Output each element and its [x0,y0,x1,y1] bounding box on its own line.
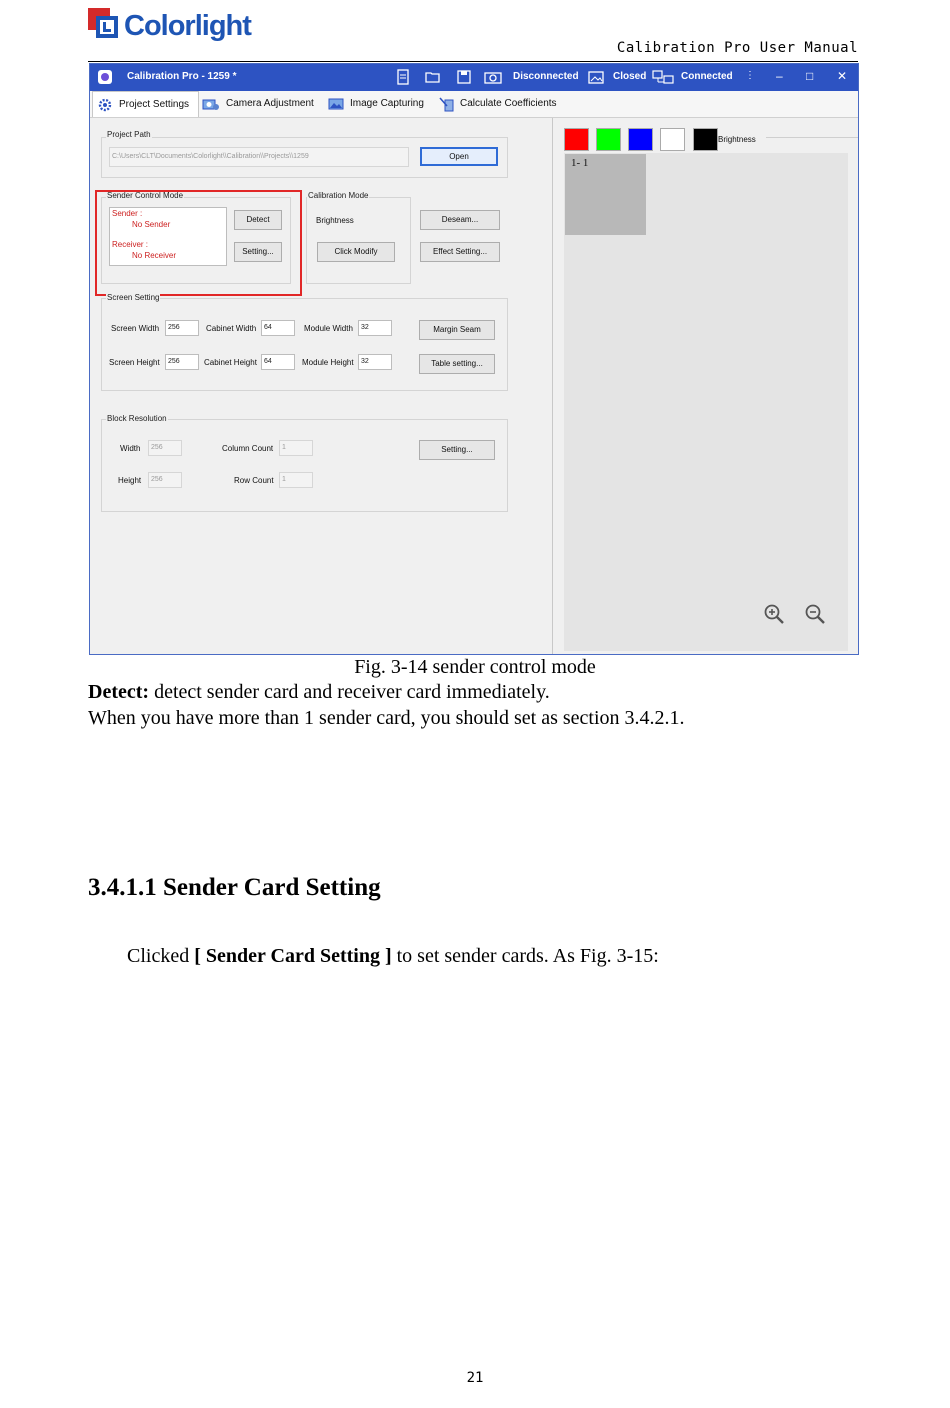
cabinet-width-input[interactable]: 64 [261,320,295,336]
column-count-label: Column Count [222,444,274,453]
figure-caption: Fig. 3-14 sender control mode [354,656,596,678]
click-modify-button[interactable]: Click Modify [317,242,395,262]
logo-text: Colorlight [124,10,251,42]
block-height-input[interactable]: 256 [148,472,182,488]
sender-label: Sender : [112,209,143,218]
minimize-icon[interactable]: – [776,69,783,83]
highlight-box [95,190,302,296]
document-icon[interactable] [395,69,411,85]
tab-bar [90,91,858,118]
module-width-label: Module Width [304,324,353,333]
camera-settings-icon [202,97,216,111]
zoom-in-icon[interactable] [763,603,785,630]
app-icon [97,69,113,85]
save-icon[interactable] [456,69,472,85]
sender-value: No Sender [132,220,171,229]
module-height-label: Module Height [302,358,354,367]
detect-paragraph [88,681,550,704]
module-height-input[interactable]: 32 [358,354,392,370]
zoom-out-icon[interactable] [804,603,826,630]
black-swatch[interactable] [693,128,718,151]
effect-setting-button[interactable]: Effect Setting... [420,242,500,262]
camera-status: Disconnected [513,71,579,82]
deseam-button[interactable]: Deseam... [420,210,500,230]
column-count-input[interactable]: 1 [279,440,313,456]
tab-camera-adjustment[interactable]: Camera Adjustment [200,91,320,116]
settings-panel [90,118,553,654]
instruction-paragraph [127,945,659,968]
preview-cell[interactable] [565,154,646,235]
multi-sender-note: When you have more than 1 sender card, you should set as section 3.4.2.1. [88,707,685,729]
cabinet-height-input[interactable]: 64 [261,354,295,370]
page-number: 21 [466,1370,484,1386]
calculator-icon [439,97,453,111]
camera-icon[interactable] [484,69,500,85]
cell-label: 1- 1 [571,157,589,169]
sender-setting-button[interactable]: Setting... [234,242,282,262]
open-button[interactable]: Open [420,147,498,166]
block-resolution-group [101,419,508,512]
red-swatch[interactable] [564,128,589,151]
app-window [89,63,859,655]
network-status: Connected [681,71,733,82]
manual-title: Calibration Pro User Manual [616,40,858,56]
picture-icon [328,97,342,111]
green-swatch[interactable] [596,128,621,151]
module-width-input[interactable]: 32 [358,320,392,336]
project-path-input[interactable]: C:\Users\CLT\Documents\Colorlight\\Calibration\\Projects\\1259 [109,147,409,167]
screen-setting-group [101,298,508,391]
margin-seam-button[interactable]: Margin Seam [419,320,495,340]
brightness-label: Brightness [718,135,756,144]
screen-width-label: Screen Width [111,324,160,333]
detect-description: detect sender card and receiver card immediately. [149,681,550,703]
preview-panel [553,118,858,654]
close-icon[interactable]: ✕ [837,69,848,83]
screen-height-label: Screen Height [109,358,160,367]
block-width-input[interactable]: 256 [148,440,182,456]
cabinet-height-label: Cabinet Height [204,358,257,367]
maximize-icon[interactable]: □ [806,69,814,83]
calibration-mode-value: Brightness [316,216,354,225]
white-swatch[interactable] [660,128,685,151]
more-options-icon[interactable]: ⋮ [745,70,755,81]
detect-button[interactable]: Detect [234,210,282,230]
network-icon[interactable] [652,69,668,85]
colorlight-logo-icon [88,8,118,48]
title-bar [90,64,858,91]
folder-open-icon[interactable] [425,69,441,85]
cabinet-width-label: Cabinet Width [206,324,257,333]
table-setting-button[interactable]: Table setting... [419,354,495,374]
block-height-label: Height [118,476,142,485]
block-width-label: Width [120,444,141,453]
header-divider [88,61,858,62]
tab-image-capturing[interactable]: Image Capturing [326,91,431,116]
project-path-label: Project Path [107,130,151,139]
block-resolution-label: Block Resolution [107,414,167,423]
screen-setting-label: Screen Setting [107,293,160,302]
calibration-mode-group [306,197,411,284]
preview-canvas[interactable] [564,153,848,651]
receiver-label: Receiver : [112,240,149,249]
sender-control-label: Sender Control Mode [107,191,184,200]
calibration-mode-label: Calibration Mode [308,191,369,200]
block-setting-button[interactable]: Setting... [419,440,495,460]
instruction-suffix: to set sender cards. As Fig. 3-15: [391,945,659,967]
detect-term: Detect: [88,681,150,703]
image-status: Closed [613,71,647,82]
tab-project-settings[interactable]: Project Settings [92,91,199,117]
row-count-input[interactable]: 1 [279,472,313,488]
receiver-value: No Receiver [132,251,177,260]
instruction-prefix: Clicked [127,945,195,967]
section-heading: 3.4.1.1 Sender Card Setting [88,874,381,901]
gear-icon [98,98,112,112]
image-icon[interactable] [588,69,604,85]
screen-height-input[interactable]: 256 [165,354,199,370]
row-count-label: Row Count [234,476,274,485]
brightness-slider-track[interactable] [766,137,858,138]
app-title: Calibration Pro - 1259 * [127,71,237,82]
instruction-term: [ Sender Card Setting ] [194,945,392,967]
tab-calculate-coefficients[interactable]: Calculate Coefficients [437,91,567,116]
blue-swatch[interactable] [628,128,653,151]
screen-width-input[interactable]: 256 [165,320,199,336]
